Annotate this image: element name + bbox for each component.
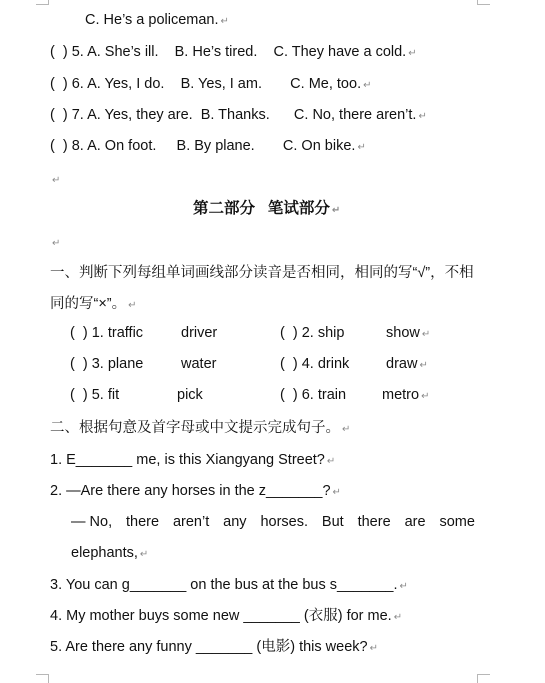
- part2-instruction: 二、根据句意及首字母或中文提示完成句子。 ↵: [50, 420, 351, 436]
- answer-word: — No,: [71, 514, 113, 530]
- answer-word: there: [357, 514, 391, 530]
- answer-line: elephants, ↵: [71, 545, 149, 561]
- page-corner-mark: [477, 0, 490, 5]
- part1-instruction: 一、判断下列每组单词画线部分读音是否相同，相同的写“√”，不相: [50, 265, 474, 281]
- empty-paragraph: ↵: [52, 238, 61, 249]
- item-number: ( ) 2. ship: [280, 325, 345, 341]
- question-line: 4. My mother buys some new _______ (衣服) for me. ↵: [50, 608, 403, 624]
- option-line: ( ) 8. A. On foot. B. By plane. C. On bike. ↵: [50, 138, 366, 154]
- item-number: ( ) 3. plane: [70, 356, 144, 372]
- item-word: draw ↵: [386, 356, 428, 372]
- empty-paragraph: ↵: [52, 175, 61, 186]
- answer-word: some: [439, 514, 475, 530]
- answer-word: But: [321, 514, 344, 530]
- option-line: ( ) 5. A. She’s ill. B. He’s tired. C. They have a cold. ↵: [50, 44, 417, 60]
- answer-word: aren’t: [172, 514, 210, 530]
- item-number: ( ) 4. drink: [280, 356, 350, 372]
- question-line: 5. Are there any funny _______ (电影) this week? ↵: [50, 639, 378, 655]
- page-corner-mark: [36, 674, 49, 683]
- question-line: 1. E_______ me, is this Xiangyang Street? ↵: [50, 452, 336, 468]
- page-corner-mark: [36, 0, 49, 5]
- answer-word: are: [404, 514, 426, 530]
- item-number: ( ) 1. traffic: [70, 325, 144, 341]
- option-line: ( ) 7. A. Yes, they are. B. Thanks. C. No, there aren’t. ↵: [50, 107, 427, 123]
- part1-instruction: 同的写“×”。 ↵: [50, 296, 137, 312]
- item-word: driver: [181, 325, 218, 341]
- item-word: pick: [177, 387, 203, 403]
- answer-word: horses.: [260, 514, 309, 530]
- page-corner-mark: [477, 674, 490, 683]
- item-word: water: [181, 356, 217, 372]
- answer-word: there: [126, 514, 160, 530]
- answer-word: any: [223, 514, 247, 530]
- option-line: ( ) 6. A. Yes, I do. B. Yes, I am. C. Me, too. ↵: [50, 76, 372, 92]
- item-number: ( ) 6. train: [280, 387, 347, 403]
- question-line: 2. —Are there any horses in the z_______? ↵: [50, 483, 341, 499]
- answer-line-justified: [71, 513, 475, 531]
- question-line: 3. You can g_______ on the bus at the bus s_______. ↵: [50, 577, 408, 593]
- item-number: ( ) 5. fit: [70, 387, 120, 403]
- item-word: metro ↵: [382, 387, 430, 403]
- item-word: show ↵: [386, 325, 431, 341]
- option-line: C. He’s a policeman. ↵: [85, 12, 229, 28]
- section-title: 第二部分 笔试部分 ↵: [193, 200, 341, 217]
